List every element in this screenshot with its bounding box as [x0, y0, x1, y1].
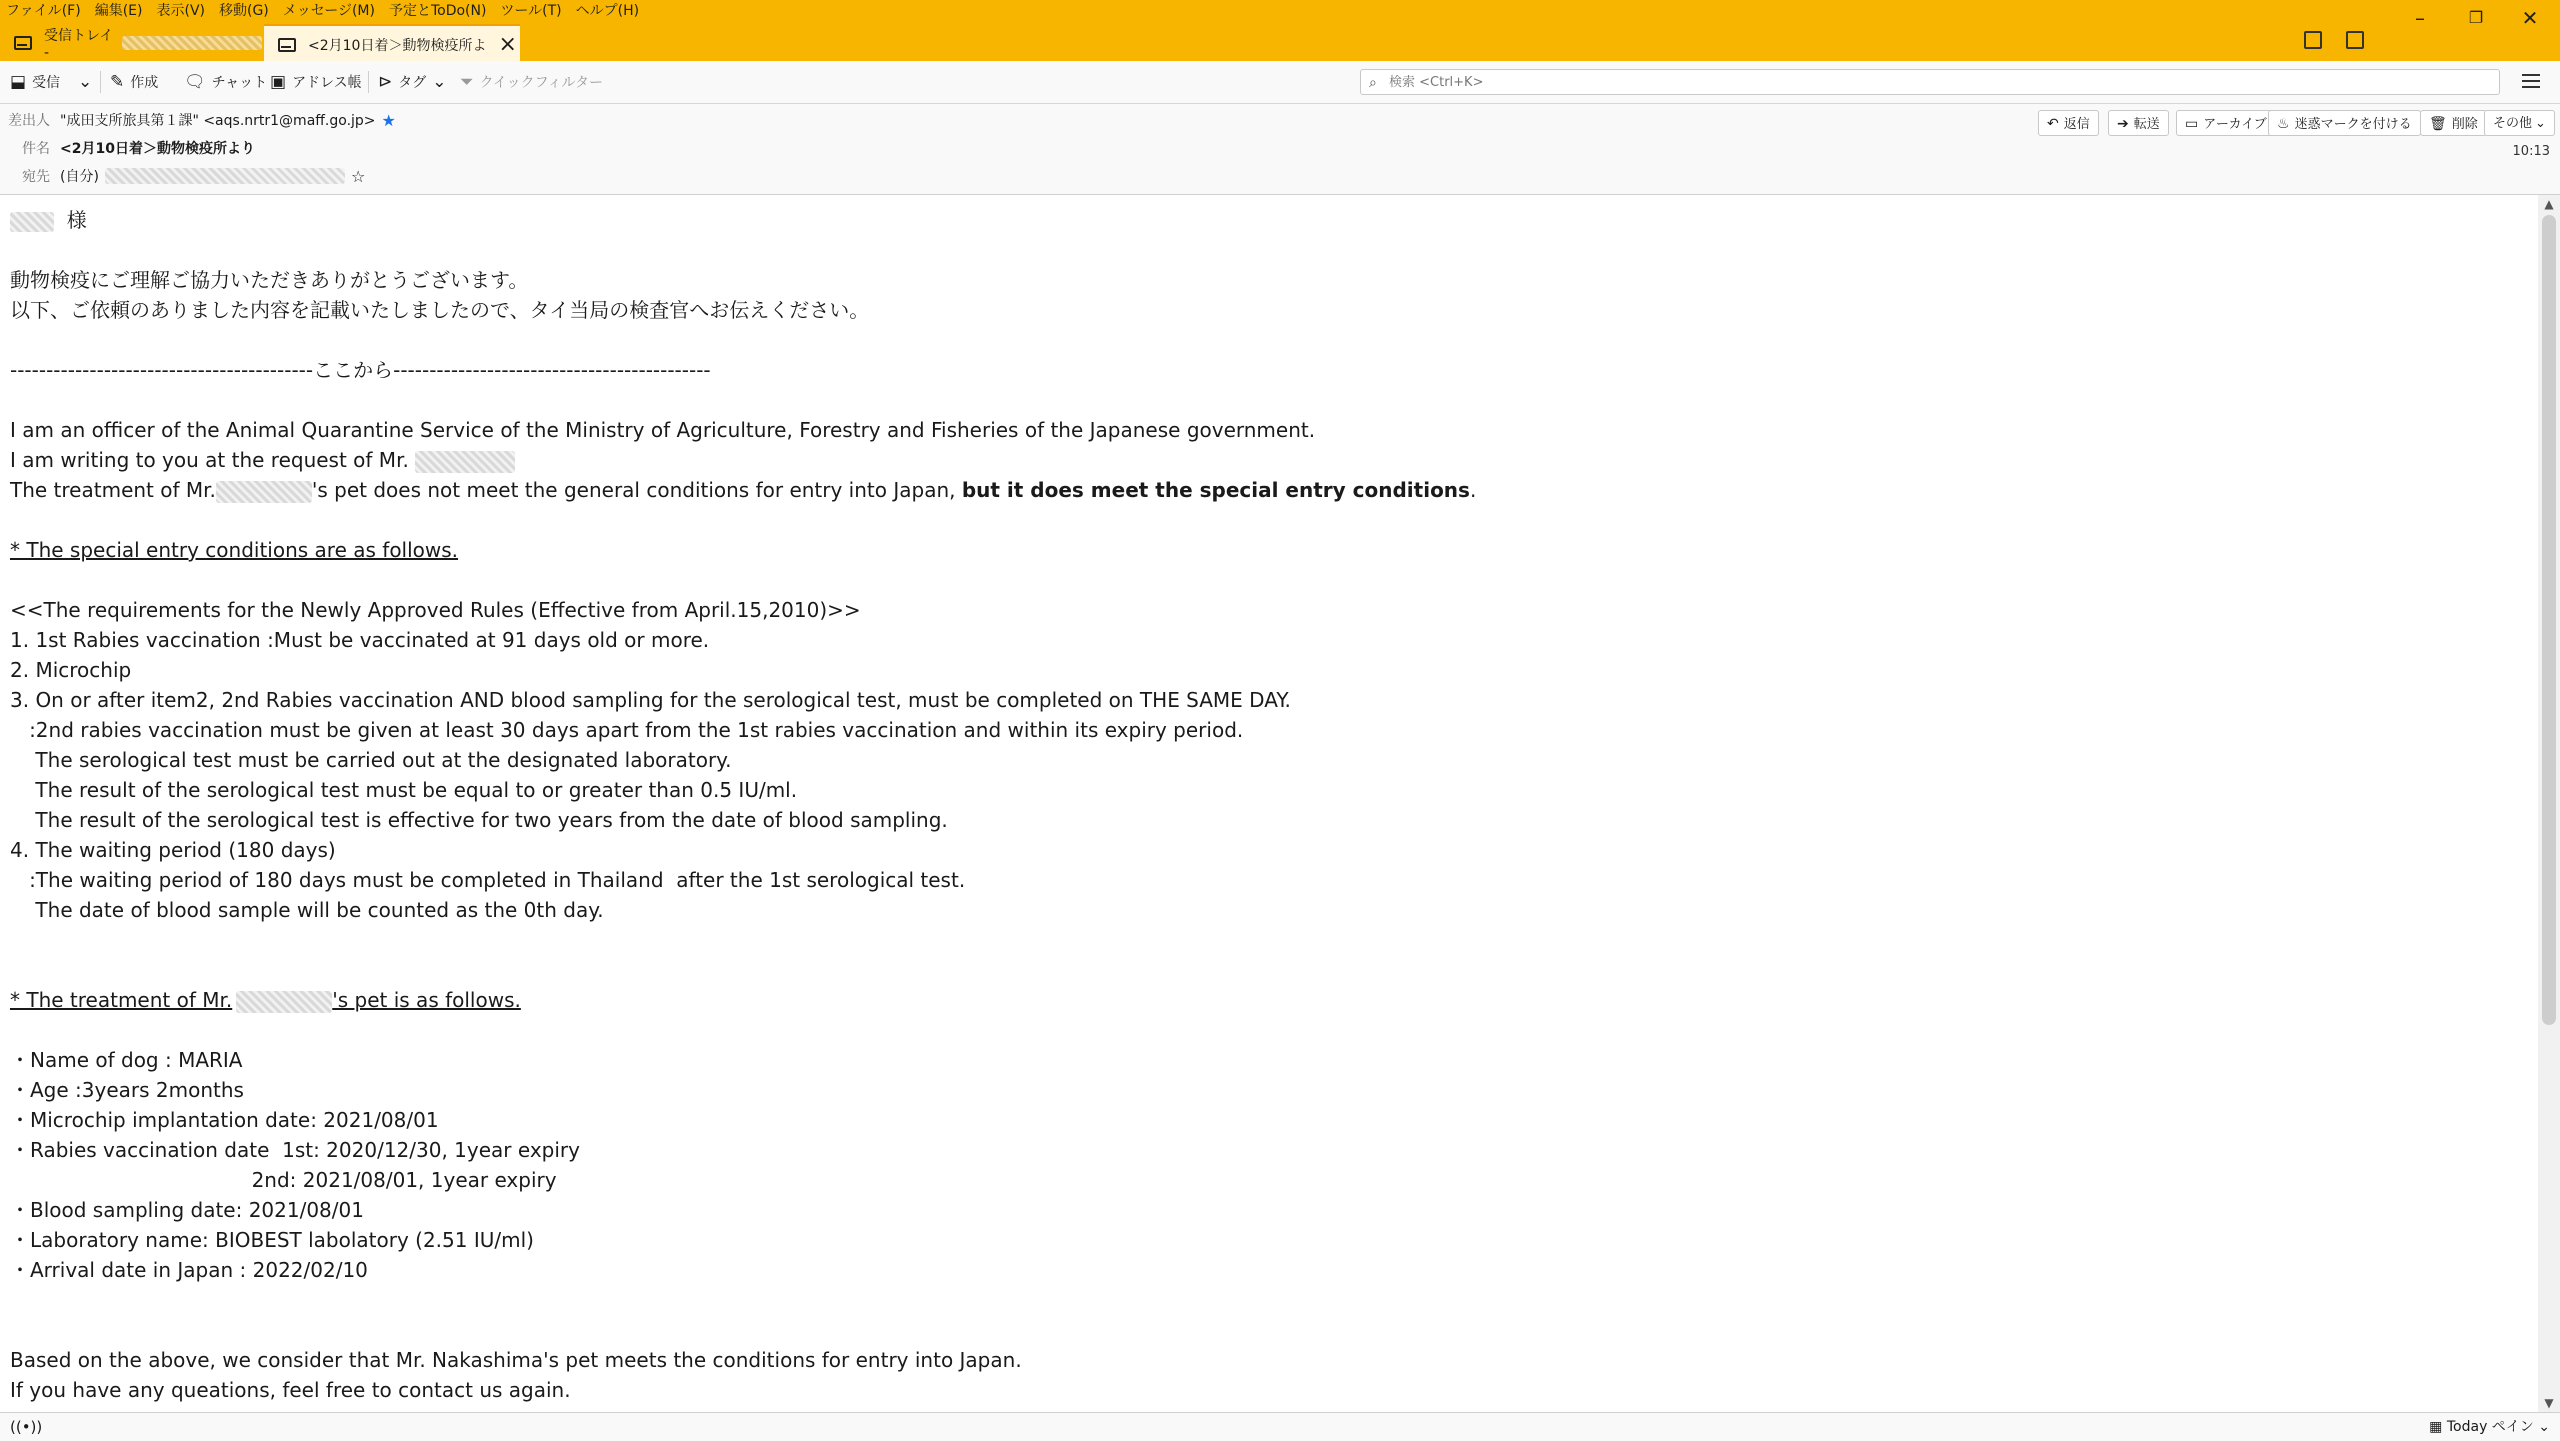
body-line: If you have any queations, feel free to contact us again.: [10, 1378, 571, 1402]
scroll-thumb[interactable]: [2542, 215, 2556, 1025]
archive-icon: ▭: [2185, 116, 2199, 132]
body-text: I am writing to you at the request of Mr.: [10, 448, 409, 472]
restore-button[interactable]: ❐: [2468, 8, 2484, 27]
pencil-icon: ✎: [110, 72, 125, 92]
subject-row: [22, 138, 255, 158]
menu-file[interactable]: ファイル(F): [6, 3, 81, 19]
menu-events-tasks[interactable]: 予定とToDo(N): [388, 3, 487, 19]
redacted-name: [10, 212, 54, 232]
app-menu-icon[interactable]: [2522, 70, 2540, 92]
download-icon: ⬓: [10, 72, 27, 92]
tab-inbox[interactable]: [0, 24, 262, 61]
tab-message-label: <2月10日着＞動物検疫所よ: [308, 37, 487, 54]
redacted-name: [216, 481, 312, 503]
body-line: 2. Microchip: [10, 658, 132, 682]
to-value[interactable]: (自分): [60, 169, 99, 185]
chat-button[interactable]: [184, 61, 267, 103]
body-text: * The treatment of Mr.: [10, 988, 233, 1012]
reply-icon: ↶: [2047, 116, 2059, 132]
body-line: 4. The waiting period (180 days): [10, 838, 336, 862]
flame-icon: ♨: [2277, 116, 2290, 132]
address-book-label: アドレス帳: [292, 75, 362, 91]
close-window-button[interactable]: ✕: [2521, 6, 2539, 30]
body-text: 's pet is as follows.: [332, 988, 521, 1012]
delete-button[interactable]: [2420, 110, 2487, 136]
scroll-up-icon[interactable]: ▲: [2544, 197, 2554, 211]
separator-line: ------------------------------------------ここから--------------------------------------------: [10, 358, 711, 382]
section-heading: * The special entry conditions are as follows.: [10, 538, 459, 562]
menu-view[interactable]: 表示(V): [156, 3, 205, 19]
get-messages-label: 受信: [32, 75, 61, 91]
mail-icon: [278, 38, 296, 52]
compose-label: 作成: [130, 75, 159, 91]
connection-status-icon[interactable]: ((•)): [10, 1418, 43, 1436]
tab-message[interactable]: [264, 24, 520, 63]
message-header: [0, 104, 2560, 195]
tasks-icon[interactable]: [2346, 31, 2364, 49]
from-label: 差出人: [8, 113, 50, 129]
salutation-line: [10, 205, 2536, 235]
body-line: Based on the above, we consider that Mr. Nakashima's pet meets the conditions for entry into Japan.: [10, 1348, 1022, 1372]
tag-icon: ⊳: [378, 72, 393, 92]
menu-message[interactable]: メッセージ(M): [282, 3, 375, 19]
section-heading: [10, 985, 2536, 1015]
tab-inbox-label: 受信トレイ -: [43, 27, 114, 61]
body-line: ・Laboratory name: BIOBEST labolatory (2.51 IU/ml): [10, 1228, 534, 1252]
menu-help[interactable]: ヘルプ(H): [575, 3, 640, 19]
body-line: [10, 445, 2536, 475]
trash-icon: 🗑: [2429, 116, 2447, 132]
address-book-button[interactable]: [270, 61, 362, 103]
delete-label: 削除: [2451, 117, 2478, 132]
body-line: 2nd: 2021/08/01, 1year expiry: [10, 1168, 557, 1192]
reply-button[interactable]: [2038, 110, 2099, 136]
body-text: .: [1469, 478, 1477, 502]
subject-value: <2月10日着＞動物検疫所より: [60, 141, 255, 157]
chat-icon: 🗨: [184, 72, 206, 92]
quick-filter-label: クイックフィルター: [479, 75, 603, 91]
message-time: 10:13: [2512, 144, 2550, 159]
search-icon: ⌕: [1369, 75, 1377, 91]
chevron-down-icon: ⌄: [2535, 116, 2546, 131]
body-line: <<The requirements for the Newly Approved Rules (Effective from April.15,2010)>>: [10, 598, 861, 622]
forward-button[interactable]: [2108, 110, 2169, 136]
body-line: [10, 475, 2536, 505]
more-label: その他: [2493, 116, 2533, 131]
message-body: [0, 195, 2536, 1412]
salutation: 様: [66, 208, 87, 232]
compose-button[interactable]: [110, 61, 158, 103]
body-line: The result of the serological test is effective for two years from the date of blood sampling.: [10, 808, 948, 832]
chevron-down-icon: ⌄: [78, 72, 93, 92]
menu-go[interactable]: 移動(G): [219, 3, 269, 19]
junk-button[interactable]: [2268, 110, 2421, 136]
body-text-bold: but it does meet the special entry conditions: [961, 478, 1470, 502]
body-line: 3. On or after item2, 2nd Rabies vaccination AND blood sampling for the serological test, must be completed on THE SAME DAY.: [10, 688, 1291, 712]
body-text: The treatment of Mr.: [10, 478, 216, 502]
chevron-down-icon: ⌄: [2538, 1419, 2550, 1435]
redacted-account: [122, 36, 262, 50]
body-line: I am an officer of the Animal Quarantine Service of the Ministry of Agriculture, Forestry and Fisheries of the Japanese government.: [10, 418, 1316, 442]
get-messages-dropdown[interactable]: [78, 61, 98, 103]
search-input[interactable]: [1360, 69, 2500, 95]
body-line: 以下、ご依頼のありました内容を記載いたしましたので、タイ当局の検査官へお伝えください。: [10, 298, 870, 322]
today-pane-label: Today ペイン: [2446, 1419, 2534, 1435]
tag-button[interactable]: [378, 61, 453, 103]
more-button[interactable]: [2484, 110, 2555, 136]
main-toolbar: [0, 61, 2560, 104]
body-line: ・Rabies vaccination date 1st: 2020/12/30, 1year expiry: [10, 1138, 580, 1162]
calendar-icon: ▦: [2429, 1419, 2443, 1435]
body-line: The date of blood sample will be counted as the 0th day.: [10, 898, 604, 922]
body-line: ・Arrival date in Japan : 2022/02/10: [10, 1258, 368, 1282]
get-messages-button[interactable]: [10, 61, 60, 103]
star-icon[interactable]: ★: [381, 110, 396, 130]
search-placeholder: 検索 <Ctrl+K>: [1389, 75, 1484, 90]
forward-icon: ➔: [2117, 116, 2129, 132]
close-tab-icon[interactable]: ×: [498, 32, 517, 57]
body-line: ・Name of dog : MARIA: [10, 1048, 243, 1072]
body-line: 1. 1st Rabies vaccination :Must be vaccinated at 91 days old or more.: [10, 628, 710, 652]
chevron-down-icon: ⌄: [432, 72, 447, 92]
today-pane-toggle[interactable]: [2429, 1413, 2550, 1441]
chat-label: チャット: [211, 75, 268, 91]
mail-icon: [14, 36, 32, 50]
body-line: :2nd rabies vaccination must be given at least 30 days apart from the 1st rabies vaccination and within its expiry period.: [10, 718, 1244, 742]
filter-icon: ⏷: [460, 72, 474, 92]
archive-label: アーカイブ: [2203, 117, 2267, 132]
to-row: [22, 166, 365, 186]
menu-tools[interactable]: ツール(T): [500, 3, 562, 19]
vertical-scrollbar[interactable]: [2538, 195, 2560, 1412]
body-line: ・Microchip implantation date: 2021/08/01: [10, 1108, 439, 1132]
body-line: The serological test must be carried out at the designated laboratory.: [10, 748, 732, 772]
body-line: :The waiting period of 180 days must be completed in Thailand after the 1st serological test.: [10, 868, 966, 892]
body-line: 動物検疫にご理解ご協力いただきありがとうございます。: [10, 268, 529, 292]
junk-label: 迷惑マークを付ける: [2294, 117, 2412, 132]
address-book-icon: ▣: [270, 72, 287, 92]
title-bar: [0, 0, 2560, 61]
archive-button[interactable]: [2176, 110, 2276, 136]
to-label: 宛先: [22, 169, 50, 185]
tag-label: タグ: [398, 75, 427, 91]
reply-label: 返信: [2063, 117, 2090, 132]
calendar-icon[interactable]: [2304, 31, 2322, 49]
from-value[interactable]: "成田支所旅具第１課" <aqs.nrtr1@maff.go.jp>: [60, 113, 376, 129]
body-line: The result of the serological test must be equal to or greater than 0.5 IU/ml.: [10, 778, 798, 802]
subject-label: 件名: [22, 141, 50, 157]
menu-bar: [6, 0, 653, 22]
menu-edit[interactable]: 編集(E): [94, 3, 143, 19]
redacted-name: [236, 991, 332, 1013]
quick-filter-button[interactable]: [460, 61, 603, 103]
minimize-button[interactable]: –: [2415, 6, 2425, 30]
body-line: ・Age :3years 2months: [10, 1078, 244, 1102]
body-text: 's pet does not meet the general conditions for entry into Japan,: [311, 478, 962, 502]
redacted-recipient: [105, 168, 345, 184]
star-outline-icon[interactable]: ☆: [350, 166, 366, 186]
scroll-down-icon[interactable]: ▼: [2544, 1396, 2554, 1410]
body-line: ・Blood sampling date: 2021/08/01: [10, 1198, 364, 1222]
forward-label: 転送: [2133, 117, 2160, 132]
from-row: [8, 110, 396, 130]
redacted-name: [415, 451, 515, 473]
status-bar: [0, 1412, 2560, 1441]
